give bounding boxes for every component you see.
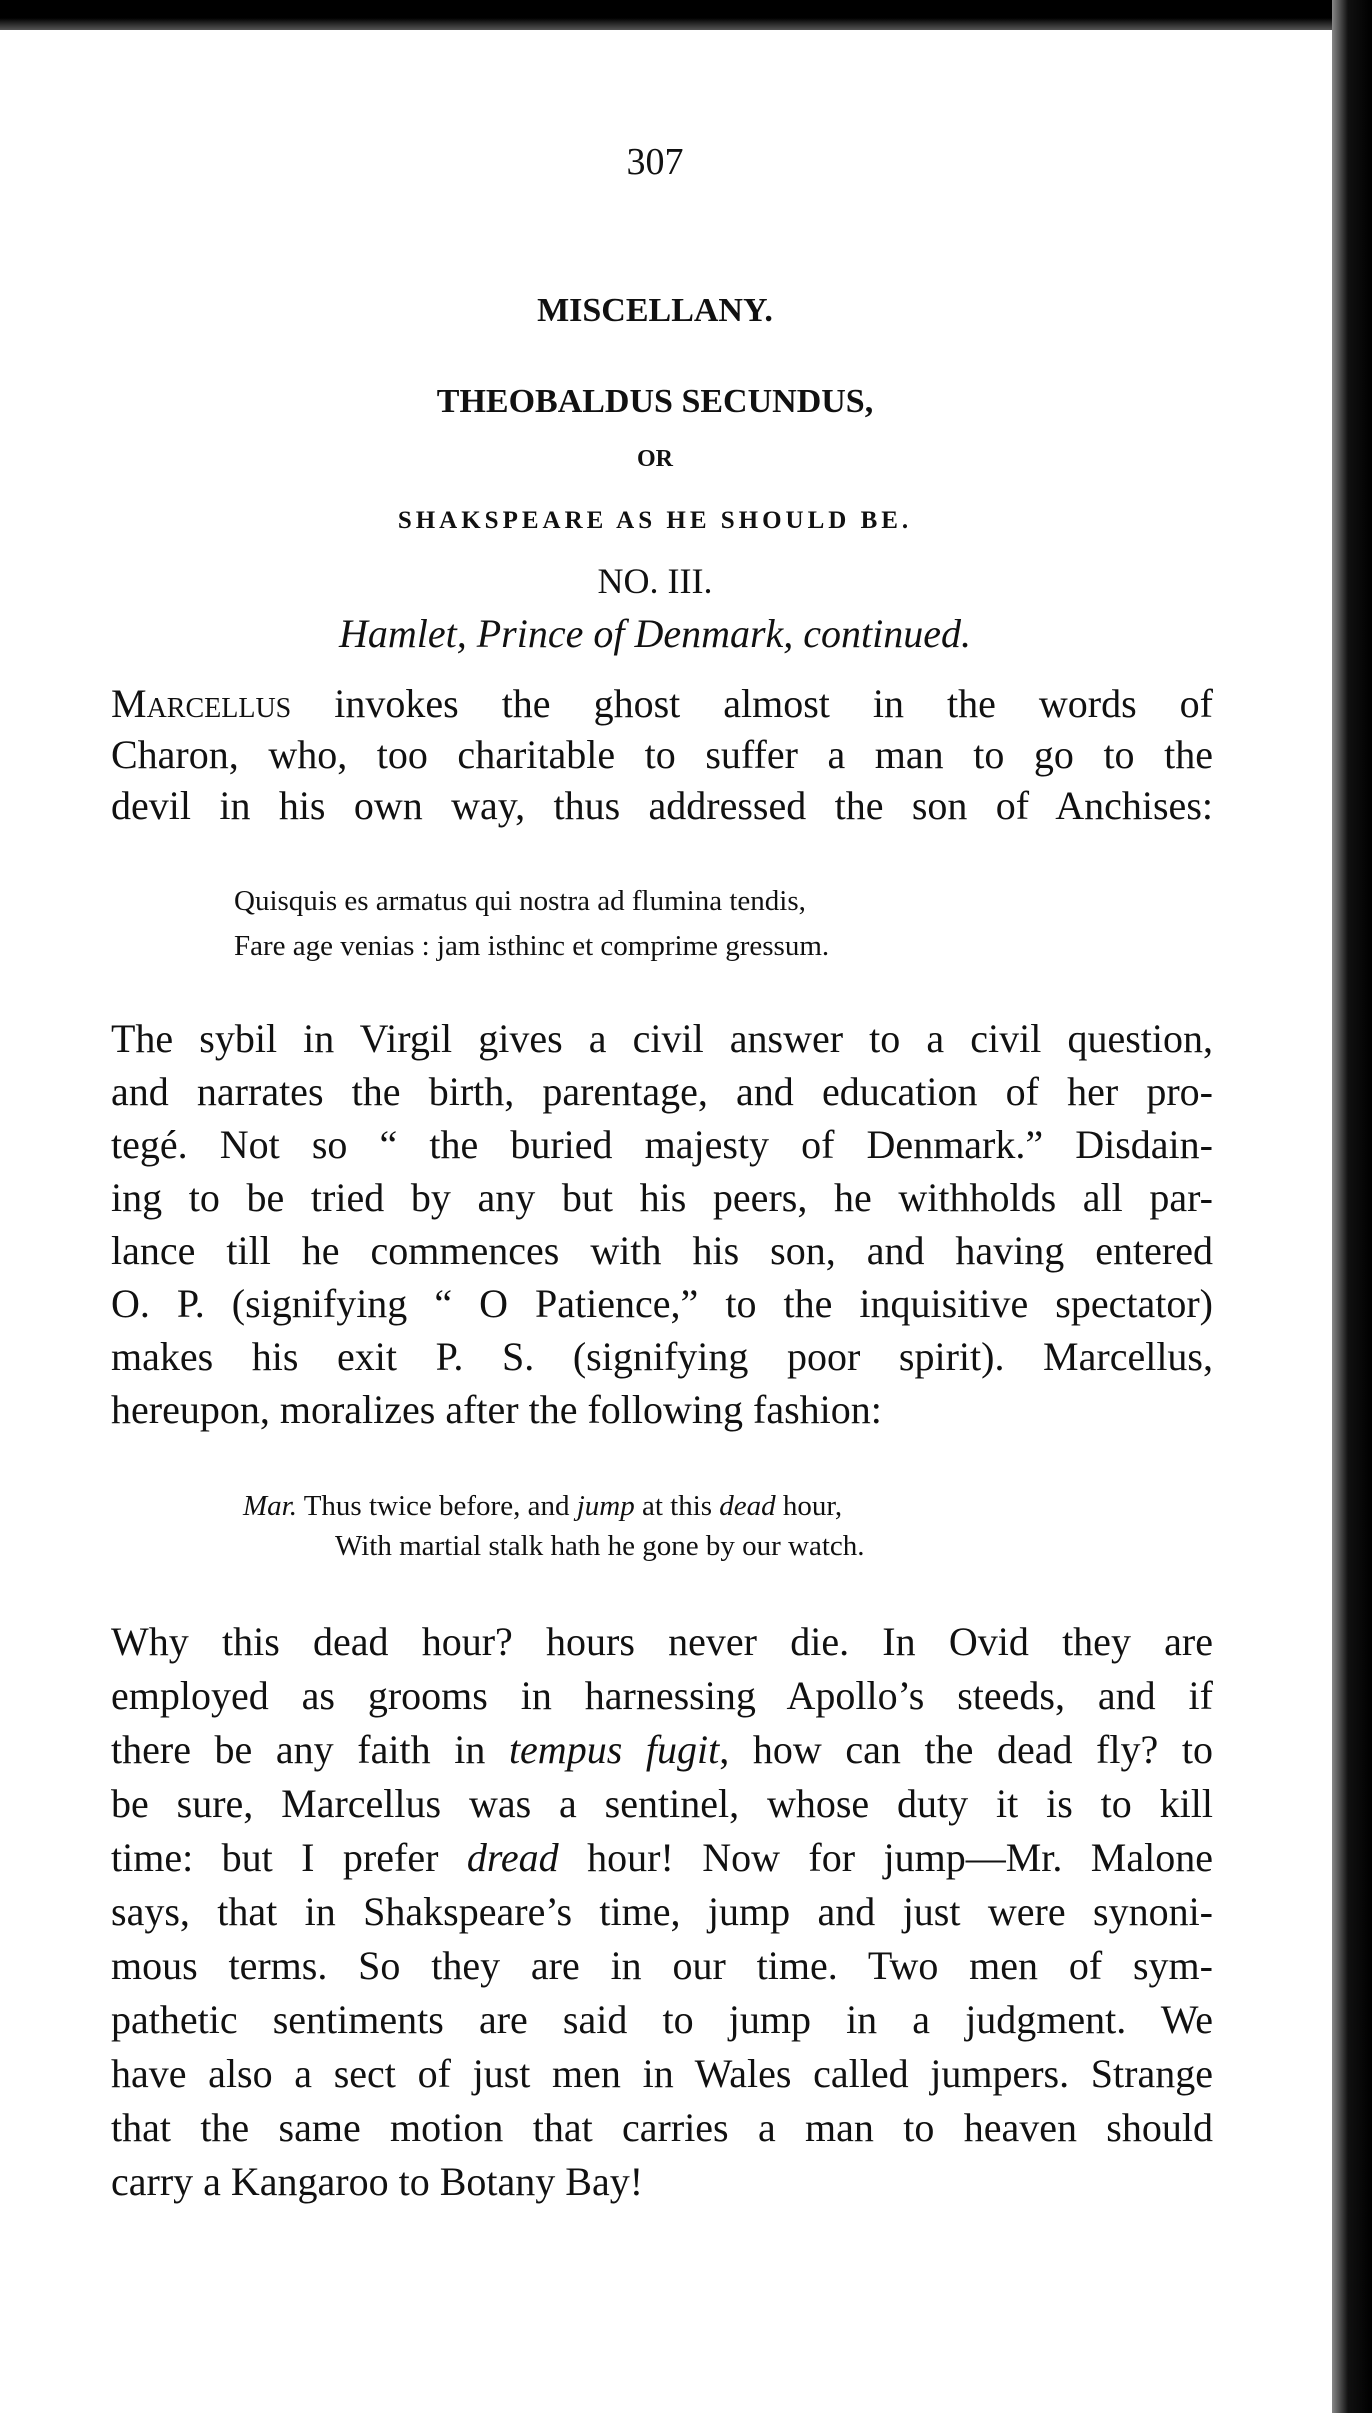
para2-line: O. P. (signifying “ O Patience,” to the inquisitive spectator) [111,1281,1213,1326]
para3-line: there be any faith in tempus fugit, how can the dead fly? to [111,1727,1213,1772]
para1-line: devil in his own way, thus addressed the son of Anchises: [111,783,1213,828]
article-number: NO. III. [597,561,713,601]
scan-right-edge [1332,0,1372,2413]
quote1-line: Quisquis es armatus qui nostra ad flumina tendis, [234,885,806,917]
para2-line: makes his exit P. S. (signifying poor spirit). Marcellus, [111,1334,1213,1379]
para3-line: be sure, Marcellus was a sentinel, whose duty it is to kill [111,1781,1213,1826]
para3-line: employed as grooms in harnessing Apollo’s steeds, and if [111,1673,1213,1718]
para3-line: Why this dead hour? hours never die. In Ovid they are [111,1619,1213,1664]
para3-line: pathetic sentiments are said to jump in a judgment. We [111,1997,1213,2042]
para2-line: lance till he commences with his son, and having entered [111,1228,1213,1273]
para2-line: tegé. Not so “ the buried majesty of Denmark.” Disdain- [111,1122,1213,1167]
quote2-line: With martial stalk hath he gone by our watch. [335,1530,865,1562]
para2-line: ing to be tried by any but his peers, he withholds all par- [111,1175,1213,1220]
para2-line: hereupon, moralizes after the following fashion: [111,1387,882,1432]
article-subtitle: SHAKSPEARE AS HE SHOULD BE. [397,507,913,534]
scan-top-edge [0,0,1372,30]
para3-line: time: but I prefer dread hour! Now for jump—Mr. Malone [111,1835,1213,1880]
section-heading: MISCELLANY. [537,292,773,329]
quote1-line: Fare age venias : jam isthinc et comprime gressum. [234,930,830,962]
para1-line: Marcellus invokes the ghost almost in the words of [111,681,1213,726]
para3-line: mous terms. So they are in our time. Two men of sym- [111,1943,1213,1988]
article-heading: Hamlet, Prince of Denmark, continued. [338,611,972,656]
para3-line: that the same motion that carries a man to heaven should [111,2105,1213,2150]
page-number: 307 [626,141,684,183]
title-or: OR [637,446,673,472]
para3-line: says, that in Shakspeare’s time, jump and just were synoni- [111,1889,1213,1934]
quote2-line: Mar. Thus twice before, and jump at this dead hour, [243,1490,843,1522]
article-title: THEOBALDUS SECUNDUS, [436,383,874,420]
para3-line: carry a Kangaroo to Botany Bay! [111,2159,644,2204]
para1-line: Charon, who, too charitable to suffer a man to go to the [111,732,1213,777]
para2-line: and narrates the birth, parentage, and education of her pro- [111,1069,1213,1114]
para2-line: The sybil in Virgil gives a civil answer to a civil question, [111,1016,1213,1061]
para3-line: have also a sect of just men in Wales called jumpers. Strange [111,2051,1213,2096]
